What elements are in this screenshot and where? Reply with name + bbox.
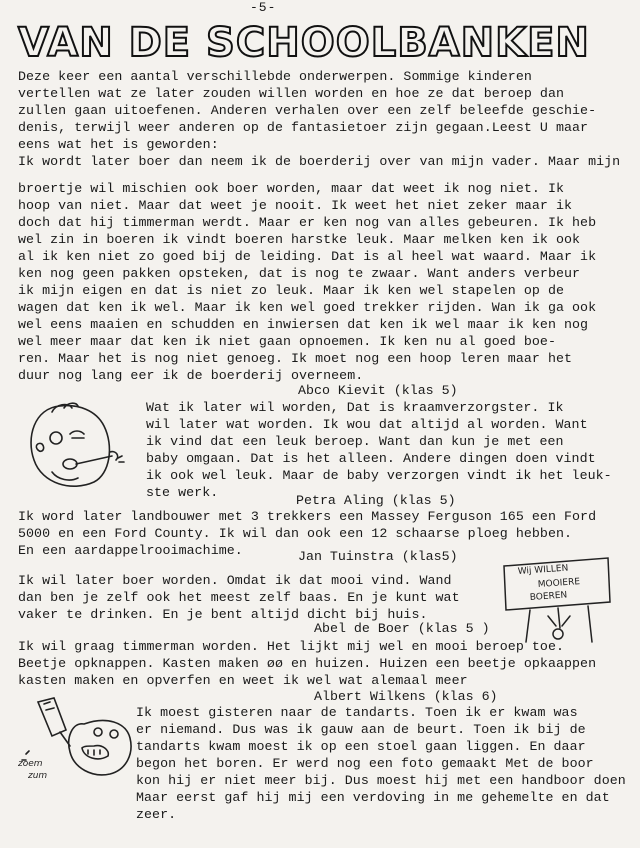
- story-line: Beetje opknappen. Kasten maken øø en huizen. Huizen een beetje opkaappen: [18, 656, 597, 671]
- story-line: En een aardappelrooimachime.: [18, 543, 243, 558]
- story-line: wel zin in boeren ik vindt boeren harstke leuk. Maar melken ken ik ook: [18, 232, 581, 247]
- story-line: zeer.: [136, 807, 177, 822]
- author-signature: Albert Wilkens (klas 6): [314, 689, 498, 704]
- story-line: kasten maken en opverfen en weet ik wel wat alemaal meer: [18, 673, 468, 688]
- intro-line: denis, terwijl weer anderen op de fantasietoer zijn gegaan.Leest U maar: [18, 120, 589, 135]
- author-signature: Jan Tuinstra (klas5): [298, 549, 458, 564]
- page-number: -5-: [250, 0, 277, 15]
- protest-sign-drawing: [500, 556, 616, 644]
- story-line: Ik word later landbouwer met 3 trekkers een Massey Ferguson 165 een Ford: [18, 509, 597, 524]
- intro-line: eens wat het is geworden:: [18, 137, 219, 152]
- story-line: 5000 en een Ford County. Ik wil dan ook een 12 schaarse ploeg hebben.: [18, 526, 573, 541]
- story-line: Ik moest gisteren naar de tandarts. Toen ik er kwam was: [136, 705, 578, 720]
- intro-line: zullen gaan uitoefenen. Anderen verhalen over een zelf beleefde geschie-: [18, 103, 597, 118]
- story-line: doch dat hij timmerman werdt. Maar er ken nog van alles gebeuren. Ik heb: [18, 215, 597, 230]
- story-line: broertje wil mischien ook boer worden, maar dat weet ik nog niet. Ik: [18, 181, 565, 196]
- story-line: duur nog lang eer ik de boerderij overneem.: [18, 368, 364, 383]
- story-line: kon hij er niet meer bij. Dus moest hij met een handboor doen: [136, 773, 626, 788]
- story-line: Ik wil later boer worden. Omdat ik dat mooi vind. Wand: [18, 573, 452, 588]
- author-signature: Abco Kievit (klas 5): [298, 383, 458, 398]
- page-title: VAN DE SCHOOLBANKEN: [18, 20, 590, 66]
- story-line: Ik wil graag timmerman worden. Het lijkt mij wel en mooi beroep toe.: [18, 639, 565, 654]
- sign-text-line: BOEREN: [529, 590, 568, 603]
- story-line: al ik ken niet zo goed bij de leiding. Dat is al heel wat waard. Maar ik: [18, 249, 597, 264]
- story-line: wel meer maar dat ken ik niet gaan opnoemen. Ik ken nu al goed boe-: [18, 334, 556, 349]
- story-line: dan ben je zelf ook het meest zelf baas. En je kunt wat: [18, 590, 460, 605]
- author-signature: Abel de Boer (klas 5 ): [314, 621, 490, 636]
- dentist-drill-drawing: [14, 694, 140, 786]
- story-line: baby omgaan. Dat is het alleen. Andere dingen doen vindt: [146, 451, 596, 466]
- story-line: ik ook wel leuk. Maar de baby verzorgen vindt ik het leuk-: [146, 468, 612, 483]
- story-line: hoop van niet. Maar dat weet je nooit. Ik weet het niet zeker maar ik: [18, 198, 573, 213]
- drill-sound-text: zum: [28, 771, 48, 781]
- story-line: ren. Maar het is nog niet genoeg. Ik moet nog een hoop leren maar het: [18, 351, 573, 366]
- story-line: Wat ik later wil worden, Dat is kraamverzorgster. Ik: [146, 400, 564, 415]
- story-line: Ik wordt later boer dan neem ik de boerderij over van mijn vader. Maar mijn: [18, 154, 621, 169]
- story-line: wagen dat ken ik wel. Maar ik ken wel goed trekker rijden. Wan ik ga ook: [18, 300, 597, 315]
- baby-face-drawing: [12, 398, 134, 498]
- story-line: wil later wat worden. Ik wou dat altijd al worden. Want: [146, 417, 588, 432]
- sign-text-line: Wij WILLEN: [517, 563, 569, 577]
- story-line: ken nog geen pakken opsteken, dat is nog te zwaar. Want anders verbeur: [18, 266, 581, 281]
- sign-text-line: MOOIERE: [537, 577, 581, 590]
- story-line: ik mijn eigen en dat is niet zo leuk. Maar ik ken wel stapelen op de: [18, 283, 565, 298]
- story-line: Maar eerst gaf hij mij een verdoving in me gehemelte en dat: [136, 790, 610, 805]
- story-line: tandarts kwam moest ik op een stoel gaan liggen. En daar: [136, 739, 586, 754]
- intro-line: vertellen wat ze later zouden willen worden en hoe ze dat beroep dan: [18, 86, 565, 101]
- drill-sound-text: zoem: [18, 759, 43, 769]
- story-line: ik vind dat een leuk beroep. Want dan kun je met een: [146, 434, 564, 449]
- story-line: vaker te drinken. En je bent altijd dicht bij huis.: [18, 607, 428, 622]
- story-line: wel eens maaien en schudden en inwiersen dat ken ik wel maar ik ken nog: [18, 317, 589, 332]
- author-signature: Petra Aling (klas 5): [296, 493, 456, 508]
- intro-line: Deze keer een aantal verschillebde onderwerpen. Sommige kinderen: [18, 69, 532, 84]
- story-line: er niemand. Dus was ik gauw aan de beurt. Toen ik bij de: [136, 722, 586, 737]
- story-line: ste werk.: [146, 485, 219, 500]
- story-line: begon het boren. Er werd nog een foto gemaakt Met de boor: [136, 756, 594, 771]
